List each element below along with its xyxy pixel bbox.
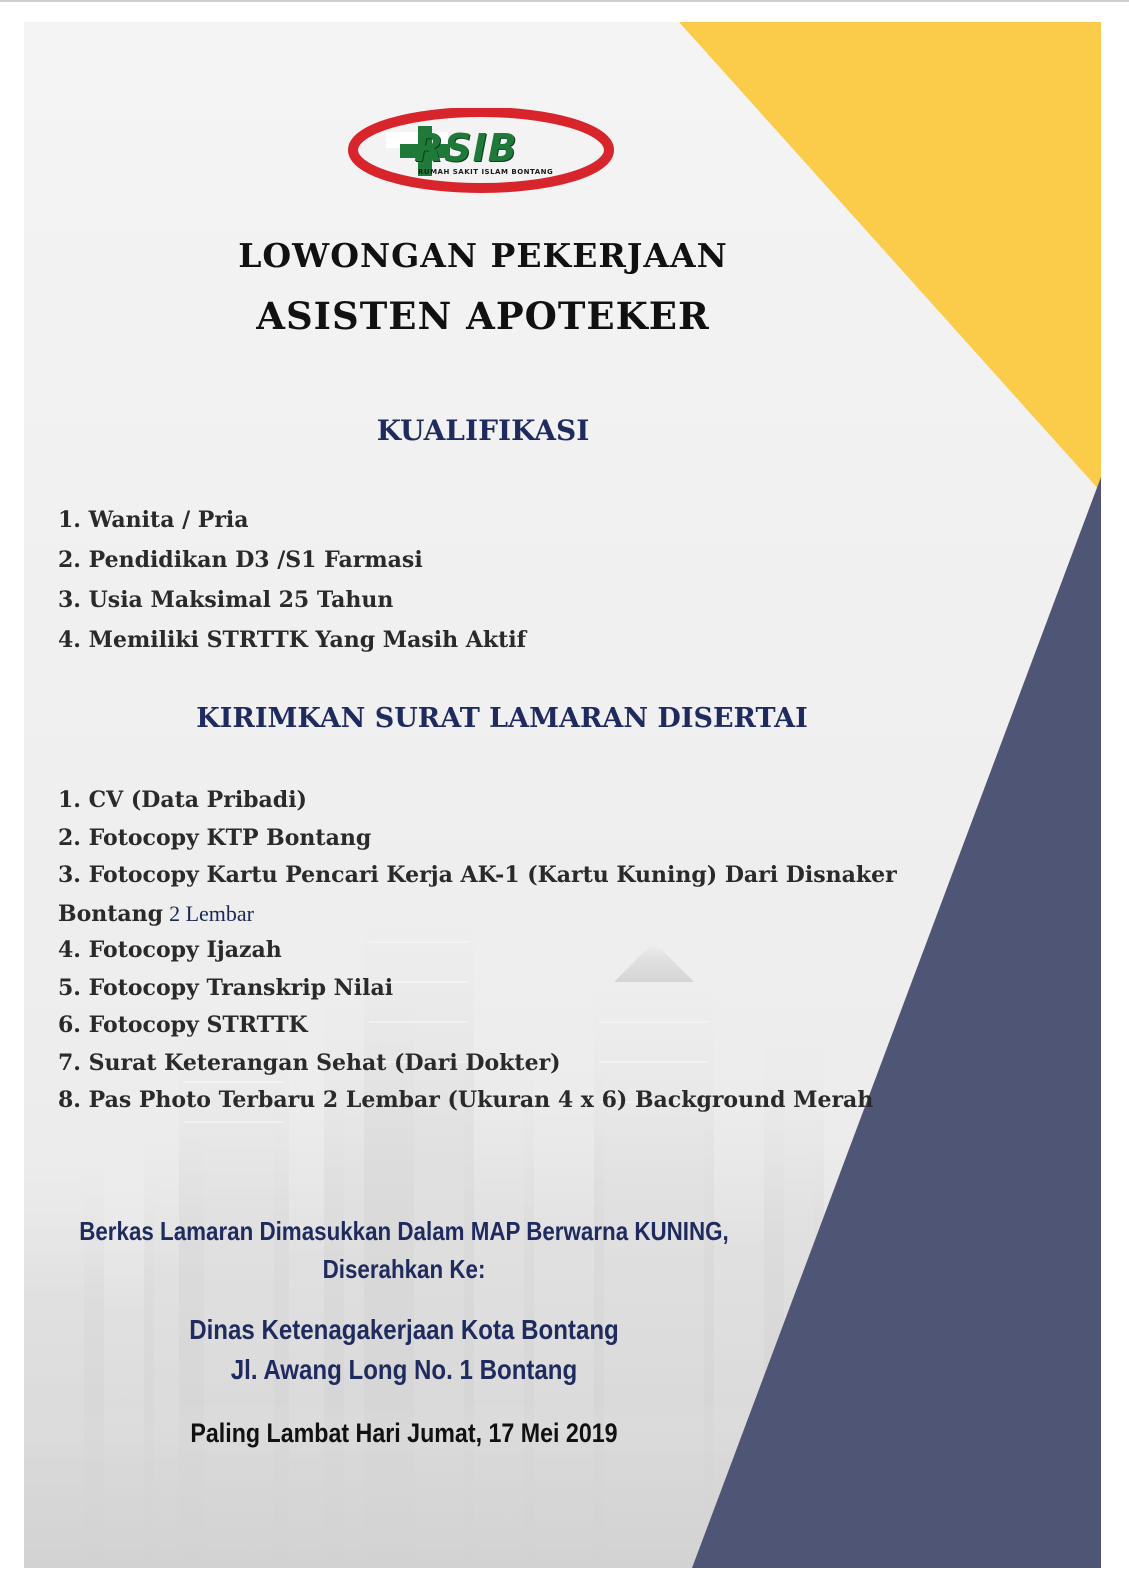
submission-instruction: Berkas Lamaran Dimasukkan Dalam MAP Berwarna KUNING, xyxy=(79,1216,729,1246)
submission-instruction-2: Diserahkan Ke: xyxy=(322,1254,486,1284)
job-title: ASISTEN APOTEKER xyxy=(256,294,710,338)
list-item: 3. Usia Maksimal 25 Tahun xyxy=(58,587,394,613)
list-item: 6. Fotocopy STRTTK xyxy=(58,1012,308,1038)
rsib-logo xyxy=(346,108,616,200)
qualification-list xyxy=(58,500,526,660)
logo-name: RSIB xyxy=(414,126,518,170)
recipient-office: Dinas Ketenagakerjaan Kota Bontang xyxy=(189,1314,619,1345)
list-item-continuation-text: Bontang xyxy=(58,900,164,927)
recipient-address: Jl. Awang Long No. 1 Bontang xyxy=(230,1354,578,1385)
logo-subtitle: RUMAH SAKIT ISLAM BONTANG xyxy=(418,168,554,176)
qualification-heading: KUALIFIKASI xyxy=(376,414,590,447)
documents-heading: KIRIMKAN SURAT LAMARAN DISERTAI xyxy=(196,703,808,734)
list-item: 8. Pas Photo Terbaru 2 Lembar (Ukuran 4 x 6) Background Merah xyxy=(58,1087,874,1113)
list-item: 3. Fotocopy Kartu Pencari Kerja AK-1 (Kartu Kuning) Dari Disnaker xyxy=(58,862,897,888)
list-item: 2. Fotocopy KTP Bontang xyxy=(58,824,372,851)
list-item: 4. Memiliki STRTTK Yang Masih Aktif xyxy=(58,627,527,653)
list-item: 2. Pendidikan D3 /S1 Farmasi xyxy=(58,547,423,573)
list-item: 5. Fotocopy Transkrip Nilai xyxy=(58,974,394,1001)
list-item: 7. Surat Keterangan Sehat (Dari Dokter) xyxy=(58,1049,561,1076)
list-item-extra: 2 Lembar xyxy=(169,900,254,926)
list-item: 1. Wanita / Pria xyxy=(58,507,249,533)
deadline: Paling Lambat Hari Jumat, 17 Mei 2019 xyxy=(190,1418,618,1448)
page-title: LOWONGAN PEKERJAAN xyxy=(238,236,728,275)
top-border xyxy=(0,0,1129,2)
job-poster xyxy=(24,22,1101,1568)
list-item: 1. CV (Data Pribadi) xyxy=(58,787,307,813)
list-item: 4. Fotocopy Ijazah xyxy=(58,937,282,963)
list-item-continuation xyxy=(58,895,897,933)
documents-list xyxy=(58,782,897,1120)
